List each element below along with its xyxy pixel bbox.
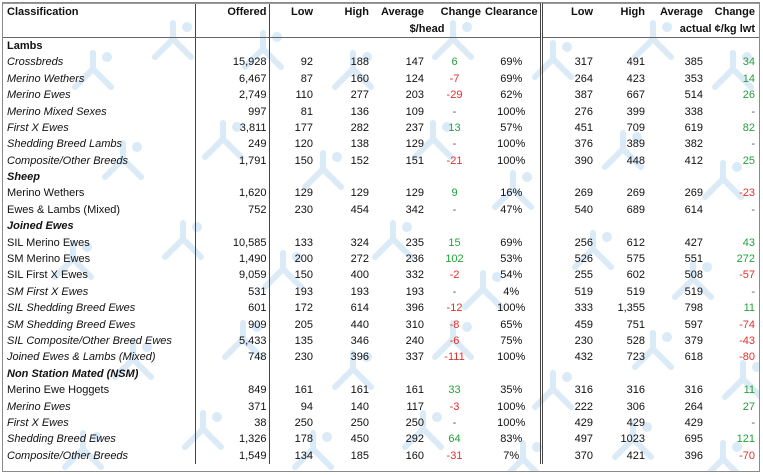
cell-low: 178 <box>269 431 315 447</box>
cell-clearance: 83% <box>483 431 541 447</box>
row-classification: Joined Ewes & Lambs (Mixed) <box>7 351 156 364</box>
cell-change: 13 <box>448 121 461 134</box>
cell-average: 342 <box>405 203 424 216</box>
cell-high: 188 <box>350 56 369 69</box>
cell-high-kg: 421 <box>626 449 645 462</box>
cell-clearance: 69% <box>483 234 541 250</box>
header-high: High <box>315 4 371 21</box>
cell-high: 160 <box>350 72 369 85</box>
header-average: Average <box>371 4 426 21</box>
cell-offered: 531 <box>195 284 269 300</box>
cell-high-kg: 399 <box>626 105 645 118</box>
header-row-2 <box>3 20 759 37</box>
cell-average-kg: 338 <box>684 105 703 118</box>
cell-low-kg: 497 <box>574 433 593 446</box>
cell-average: 337 <box>405 351 424 364</box>
cell-high-kg: 491 <box>626 56 645 69</box>
cell-average-kg: 695 <box>684 433 703 446</box>
table-row <box>3 284 759 300</box>
header-offered: Offered <box>195 4 269 21</box>
cell-offered: 909 <box>195 316 269 332</box>
cell-clearance: 47% <box>483 202 541 218</box>
table-row <box>3 54 759 70</box>
cell-average: 151 <box>405 154 424 167</box>
header-clearance: Clearance <box>483 4 541 21</box>
cell-change-kg: 272 <box>736 253 755 266</box>
cell-change: -7 <box>449 72 460 85</box>
cell-low: 161 <box>269 382 315 398</box>
row-classification: SM First X Ewes <box>7 285 89 298</box>
cell-average-kg: 429 <box>684 416 703 429</box>
cell-offered: 1,620 <box>195 185 269 201</box>
cell-low: 92 <box>269 54 315 70</box>
cell-high: 400 <box>350 269 369 282</box>
cell-average-kg: 385 <box>684 56 703 69</box>
cell-high-kg: 389 <box>626 138 645 151</box>
row-classification: Merino Ewes <box>7 400 71 413</box>
table-row <box>3 202 759 218</box>
cell-clearance: 57% <box>483 120 541 136</box>
table-body <box>3 37 759 464</box>
row-classification: Merino Wethers <box>7 72 85 85</box>
header-low: Low <box>269 4 315 21</box>
table-row <box>3 153 759 169</box>
cell-average-kg: 614 <box>684 203 703 216</box>
cell-average: 193 <box>405 285 424 298</box>
cell-change: - <box>452 285 457 298</box>
row-classification: Composite/Other Breeds <box>7 154 129 167</box>
cell-low: 87 <box>269 71 315 87</box>
cell-change: -6 <box>449 335 460 347</box>
cell-high: 614 <box>350 302 369 315</box>
cell-low-kg: 432 <box>574 351 593 364</box>
table-row <box>3 382 759 398</box>
cell-clearance: 35% <box>483 382 541 398</box>
section-header-row <box>3 366 759 382</box>
cell-high-kg: 519 <box>626 285 645 298</box>
cell-average: 235 <box>405 236 424 249</box>
section-header-row <box>3 37 759 54</box>
cell-average-kg: 508 <box>684 269 703 282</box>
table-row <box>3 448 759 464</box>
cell-average-kg: 269 <box>684 187 703 200</box>
cell-low: 81 <box>269 103 315 119</box>
cell-low-kg: 264 <box>574 72 593 85</box>
cell-change-kg: -74 <box>739 318 755 331</box>
cell-change-kg: 25 <box>742 154 755 167</box>
cell-low: 94 <box>269 398 315 414</box>
cell-low: 193 <box>269 284 315 300</box>
cell-high-kg: 689 <box>626 203 645 216</box>
cell-high-kg: 306 <box>626 400 645 413</box>
cell-low-kg: 376 <box>574 138 593 151</box>
cell-clearance: 100% <box>483 415 541 431</box>
cell-low-kg: 317 <box>574 56 593 69</box>
cell-offered: 2,749 <box>195 87 269 103</box>
cell-offered: 3,811 <box>195 120 269 136</box>
cell-change: - <box>452 416 457 429</box>
row-classification: Composite/Other Breeds <box>7 449 129 462</box>
cell-change-kg: -80 <box>739 351 755 364</box>
cell-high-kg: 1023 <box>620 433 645 446</box>
cell-low-kg: 429 <box>574 416 593 429</box>
cell-change: -12 <box>446 302 463 315</box>
cell-high: 440 <box>350 318 369 331</box>
cell-low-kg: 519 <box>574 285 593 298</box>
cell-average-kg: 519 <box>684 285 703 298</box>
cell-average: 109 <box>405 105 424 118</box>
row-classification: SIL First X Ewes <box>7 269 88 282</box>
cell-change-kg: - <box>751 138 755 151</box>
cell-low: 250 <box>269 415 315 431</box>
cell-low-kg: 526 <box>574 253 593 266</box>
cell-low-kg: 256 <box>574 236 593 249</box>
table-row <box>3 71 759 87</box>
cell-low-kg: 390 <box>574 154 593 167</box>
cell-change: 15 <box>448 236 461 249</box>
cell-high-kg: 429 <box>626 416 645 429</box>
cell-high: 161 <box>350 384 369 397</box>
cell-high: 324 <box>350 236 369 249</box>
header-low-kg: Low <box>541 4 595 21</box>
table-row <box>3 136 759 152</box>
cell-high: 277 <box>350 89 369 102</box>
cell-low: 134 <box>269 448 315 464</box>
table-row <box>3 267 759 283</box>
sheep-market-report-table-panel <box>2 2 760 472</box>
cell-average-kg: 353 <box>684 72 703 85</box>
header-classification: Classification <box>3 4 195 21</box>
cell-low: 150 <box>269 267 315 283</box>
cell-average: 147 <box>405 56 424 69</box>
cell-offered: 6,467 <box>195 71 269 87</box>
cell-low-kg: 540 <box>574 203 593 216</box>
cell-average: 117 <box>406 400 424 413</box>
row-classification: Shedding Breed Ewes <box>7 433 116 446</box>
cell-average-kg: 396 <box>684 449 703 462</box>
section-header-row <box>3 169 759 185</box>
section-label: Sheep <box>7 171 41 184</box>
cell-high: 396 <box>350 351 369 364</box>
cell-low-kg: 333 <box>574 302 593 315</box>
cell-average-kg: 382 <box>684 138 703 151</box>
cell-average-kg: 551 <box>684 253 703 266</box>
table-row <box>3 87 759 103</box>
cell-change-kg: 11 <box>743 384 755 397</box>
section-label: Joined Ewes <box>7 220 74 233</box>
header-high-kg: High <box>595 4 647 21</box>
table-row <box>3 185 759 201</box>
cell-change: -31 <box>446 449 463 462</box>
cell-low: 133 <box>269 234 315 250</box>
header-average-kg: Average <box>647 4 705 21</box>
cell-clearance: 100% <box>483 136 541 152</box>
cell-low: 230 <box>269 349 315 365</box>
header-row-1 <box>3 4 759 21</box>
cell-offered: 748 <box>195 349 269 365</box>
table-row <box>3 316 759 332</box>
cell-average: 237 <box>405 121 424 134</box>
cell-average: 250 <box>405 416 424 429</box>
cell-low: 200 <box>269 251 315 267</box>
cell-average: 160 <box>405 449 424 462</box>
cell-high-kg: 423 <box>626 72 645 85</box>
cell-average: 292 <box>405 433 424 446</box>
row-classification: Ewes & Lambs (Mixed) <box>7 203 121 216</box>
cell-change: -29 <box>446 89 463 102</box>
cell-clearance: 62% <box>483 87 541 103</box>
cell-average-kg: 412 <box>684 154 703 167</box>
cell-average-kg: 316 <box>684 384 703 397</box>
cell-clearance: 65% <box>483 316 541 332</box>
cell-average: 161 <box>405 384 424 397</box>
cell-low-kg: 370 <box>574 449 593 462</box>
unit-dollars-per-head: $/head <box>371 20 483 37</box>
table-row <box>3 251 759 267</box>
cell-high-kg: 316 <box>626 384 645 397</box>
cell-clearance: 69% <box>483 54 541 70</box>
cell-clearance: 7% <box>483 448 541 464</box>
cell-offered: 1,490 <box>195 251 269 267</box>
cell-average-kg: 619 <box>684 121 703 134</box>
row-classification: First X Ewes <box>7 121 69 134</box>
cell-clearance: 53% <box>483 251 541 267</box>
cell-offered: 15,928 <box>195 54 269 70</box>
cell-clearance: 100% <box>483 300 541 316</box>
cell-clearance: 16% <box>483 185 541 201</box>
cell-offered: 601 <box>195 300 269 316</box>
row-classification: Shedding Breed Lambs <box>7 138 122 151</box>
cell-low: 120 <box>269 136 315 152</box>
cell-average: 124 <box>405 72 424 85</box>
cell-high: 272 <box>350 253 369 266</box>
cell-change: 102 <box>445 253 464 266</box>
cell-offered: 752 <box>195 202 269 218</box>
cell-high: 136 <box>350 105 369 118</box>
row-classification: Crossbreds <box>7 56 64 69</box>
cell-clearance: 100% <box>483 349 541 365</box>
cell-clearance: 4% <box>483 284 541 300</box>
cell-change-kg: - <box>751 416 755 429</box>
cell-clearance: 54% <box>483 267 541 283</box>
cell-low: 110 <box>269 87 315 103</box>
cell-low: 150 <box>269 153 315 169</box>
cell-high: 140 <box>350 400 369 413</box>
cell-high-kg: 448 <box>626 154 645 167</box>
cell-offered: 1,549 <box>195 448 269 464</box>
row-classification: SIL Merino Ewes <box>7 236 90 249</box>
cell-offered: 1,791 <box>195 153 269 169</box>
cell-offered: 249 <box>195 136 269 152</box>
cell-average-kg: 798 <box>684 302 703 315</box>
row-classification: SM Merino Ewes <box>7 253 91 266</box>
unit-cents-per-kg: actual ¢/kg lwt <box>595 20 757 37</box>
cell-change-kg: 34 <box>742 56 755 69</box>
cell-change: -2 <box>449 269 460 282</box>
cell-low: 177 <box>269 120 315 136</box>
cell-high-kg: 751 <box>626 318 645 331</box>
cell-average-kg: 427 <box>684 236 703 249</box>
cell-change-kg: 121 <box>736 433 755 446</box>
cell-low-kg: 222 <box>574 400 593 413</box>
cell-high: 346 <box>350 335 369 347</box>
cell-low-kg: 459 <box>574 318 593 331</box>
row-classification: SM Shedding Breed Ewes <box>7 318 136 331</box>
cell-low: 129 <box>269 185 315 201</box>
cell-change-kg: 14 <box>742 72 755 85</box>
table-row <box>3 103 759 119</box>
table-row <box>3 431 759 447</box>
cell-low-kg: 276 <box>574 105 593 118</box>
cell-clearance: 100% <box>483 398 541 414</box>
cell-average-kg: 264 <box>684 400 703 413</box>
cell-change: - <box>452 138 457 151</box>
cell-average: 332 <box>405 269 424 282</box>
cell-offered: 849 <box>195 382 269 398</box>
cell-change-kg: -43 <box>739 335 755 347</box>
cell-high: 250 <box>350 416 369 429</box>
cell-low-kg: 387 <box>574 89 593 102</box>
cell-average: 240 <box>405 335 424 347</box>
cell-offered: 9,059 <box>195 267 269 283</box>
row-classification: Merino Wethers <box>7 187 85 200</box>
market-data-table <box>3 3 759 464</box>
cell-high: 138 <box>350 138 369 151</box>
cell-high: 152 <box>350 154 369 167</box>
cell-high: 450 <box>350 433 369 446</box>
cell-low: 135 <box>269 333 315 349</box>
cell-low-kg: 451 <box>574 121 593 134</box>
cell-average: 203 <box>405 89 424 102</box>
cell-offered: 5,433 <box>195 333 269 349</box>
row-classification: SIL Shedding Breed Ewes <box>7 302 136 315</box>
section-label: Non Station Mated (NSM) <box>7 367 139 380</box>
cell-average: 129 <box>405 138 424 151</box>
cell-high: 185 <box>350 449 369 462</box>
section-header-row <box>3 218 759 234</box>
cell-high: 129 <box>350 187 369 200</box>
cell-offered: 371 <box>195 398 269 414</box>
row-classification: Merino Ewe Hoggets <box>7 384 110 397</box>
cell-low-kg: 255 <box>574 269 593 282</box>
cell-high: 454 <box>350 203 369 216</box>
cell-change: -21 <box>446 154 463 167</box>
table-row <box>3 300 759 316</box>
cell-change: - <box>452 203 457 216</box>
cell-average: 396 <box>405 302 424 315</box>
cell-high-kg: 602 <box>626 269 645 282</box>
cell-offered: 10,585 <box>195 234 269 250</box>
cell-change-kg: -70 <box>739 449 755 462</box>
cell-high-kg: 528 <box>626 335 645 347</box>
cell-change-kg: - <box>751 203 755 216</box>
cell-change-kg: 11 <box>743 302 755 315</box>
cell-change-kg: - <box>751 285 755 298</box>
row-classification: First X Ewes <box>7 416 69 429</box>
cell-high: 282 <box>350 121 369 134</box>
cell-average-kg: 379 <box>684 335 703 347</box>
table-row <box>3 120 759 136</box>
cell-high-kg: 667 <box>626 89 645 102</box>
cell-offered: 38 <box>195 415 269 431</box>
cell-high-kg: 723 <box>626 351 645 364</box>
cell-high-kg: 709 <box>626 121 645 134</box>
cell-clearance: 100% <box>483 153 541 169</box>
row-classification: Merino Mixed Sexes <box>7 105 107 118</box>
cell-change-kg: -23 <box>739 187 755 200</box>
cell-change: 64 <box>448 433 461 446</box>
cell-clearance: 100% <box>483 103 541 119</box>
cell-clearance: 75% <box>483 333 541 349</box>
cell-change-kg: - <box>751 105 755 118</box>
section-label: Lambs <box>7 39 43 52</box>
cell-change: -111 <box>444 351 465 364</box>
cell-offered: 1,326 <box>195 431 269 447</box>
table-row <box>3 415 759 431</box>
cell-low: 230 <box>269 202 315 218</box>
row-classification: Merino Ewes <box>7 89 71 102</box>
cell-change: 6 <box>451 56 458 69</box>
cell-high-kg: 612 <box>626 236 645 249</box>
cell-average-kg: 597 <box>684 318 703 331</box>
table-row <box>3 333 759 349</box>
table-row <box>3 398 759 414</box>
cell-change-kg: 82 <box>742 121 755 134</box>
cell-change: -3 <box>449 400 460 413</box>
cell-average: 129 <box>405 187 424 200</box>
cell-low: 172 <box>269 300 315 316</box>
cell-average: 236 <box>405 253 424 266</box>
cell-average: 310 <box>405 318 424 331</box>
cell-change: 33 <box>448 384 461 397</box>
cell-change-kg: 43 <box>742 236 755 249</box>
cell-low-kg: 230 <box>574 335 593 347</box>
cell-change: -8 <box>449 318 460 331</box>
cell-low-kg: 269 <box>574 187 593 200</box>
header-change-kg: Change <box>705 4 757 21</box>
cell-average-kg: 618 <box>684 351 703 364</box>
cell-offered: 997 <box>195 103 269 119</box>
cell-change-kg: 27 <box>742 400 755 413</box>
cell-low-kg: 316 <box>574 384 593 397</box>
cell-average-kg: 514 <box>684 89 703 102</box>
table-row <box>3 234 759 250</box>
cell-high-kg: 269 <box>626 187 645 200</box>
cell-change: - <box>452 105 457 118</box>
cell-low: 205 <box>269 316 315 332</box>
cell-high-kg: 1,355 <box>617 302 645 315</box>
cell-change: 9 <box>451 187 458 200</box>
table-row <box>3 349 759 365</box>
cell-change-kg: -57 <box>739 269 755 282</box>
cell-clearance: 69% <box>483 71 541 87</box>
cell-change-kg: 26 <box>742 89 755 102</box>
cell-high: 193 <box>350 285 369 298</box>
header-change: Change <box>426 4 483 21</box>
row-classification: SIL Composite/Other Breed Ewes <box>7 335 172 347</box>
cell-high-kg: 575 <box>626 253 645 266</box>
